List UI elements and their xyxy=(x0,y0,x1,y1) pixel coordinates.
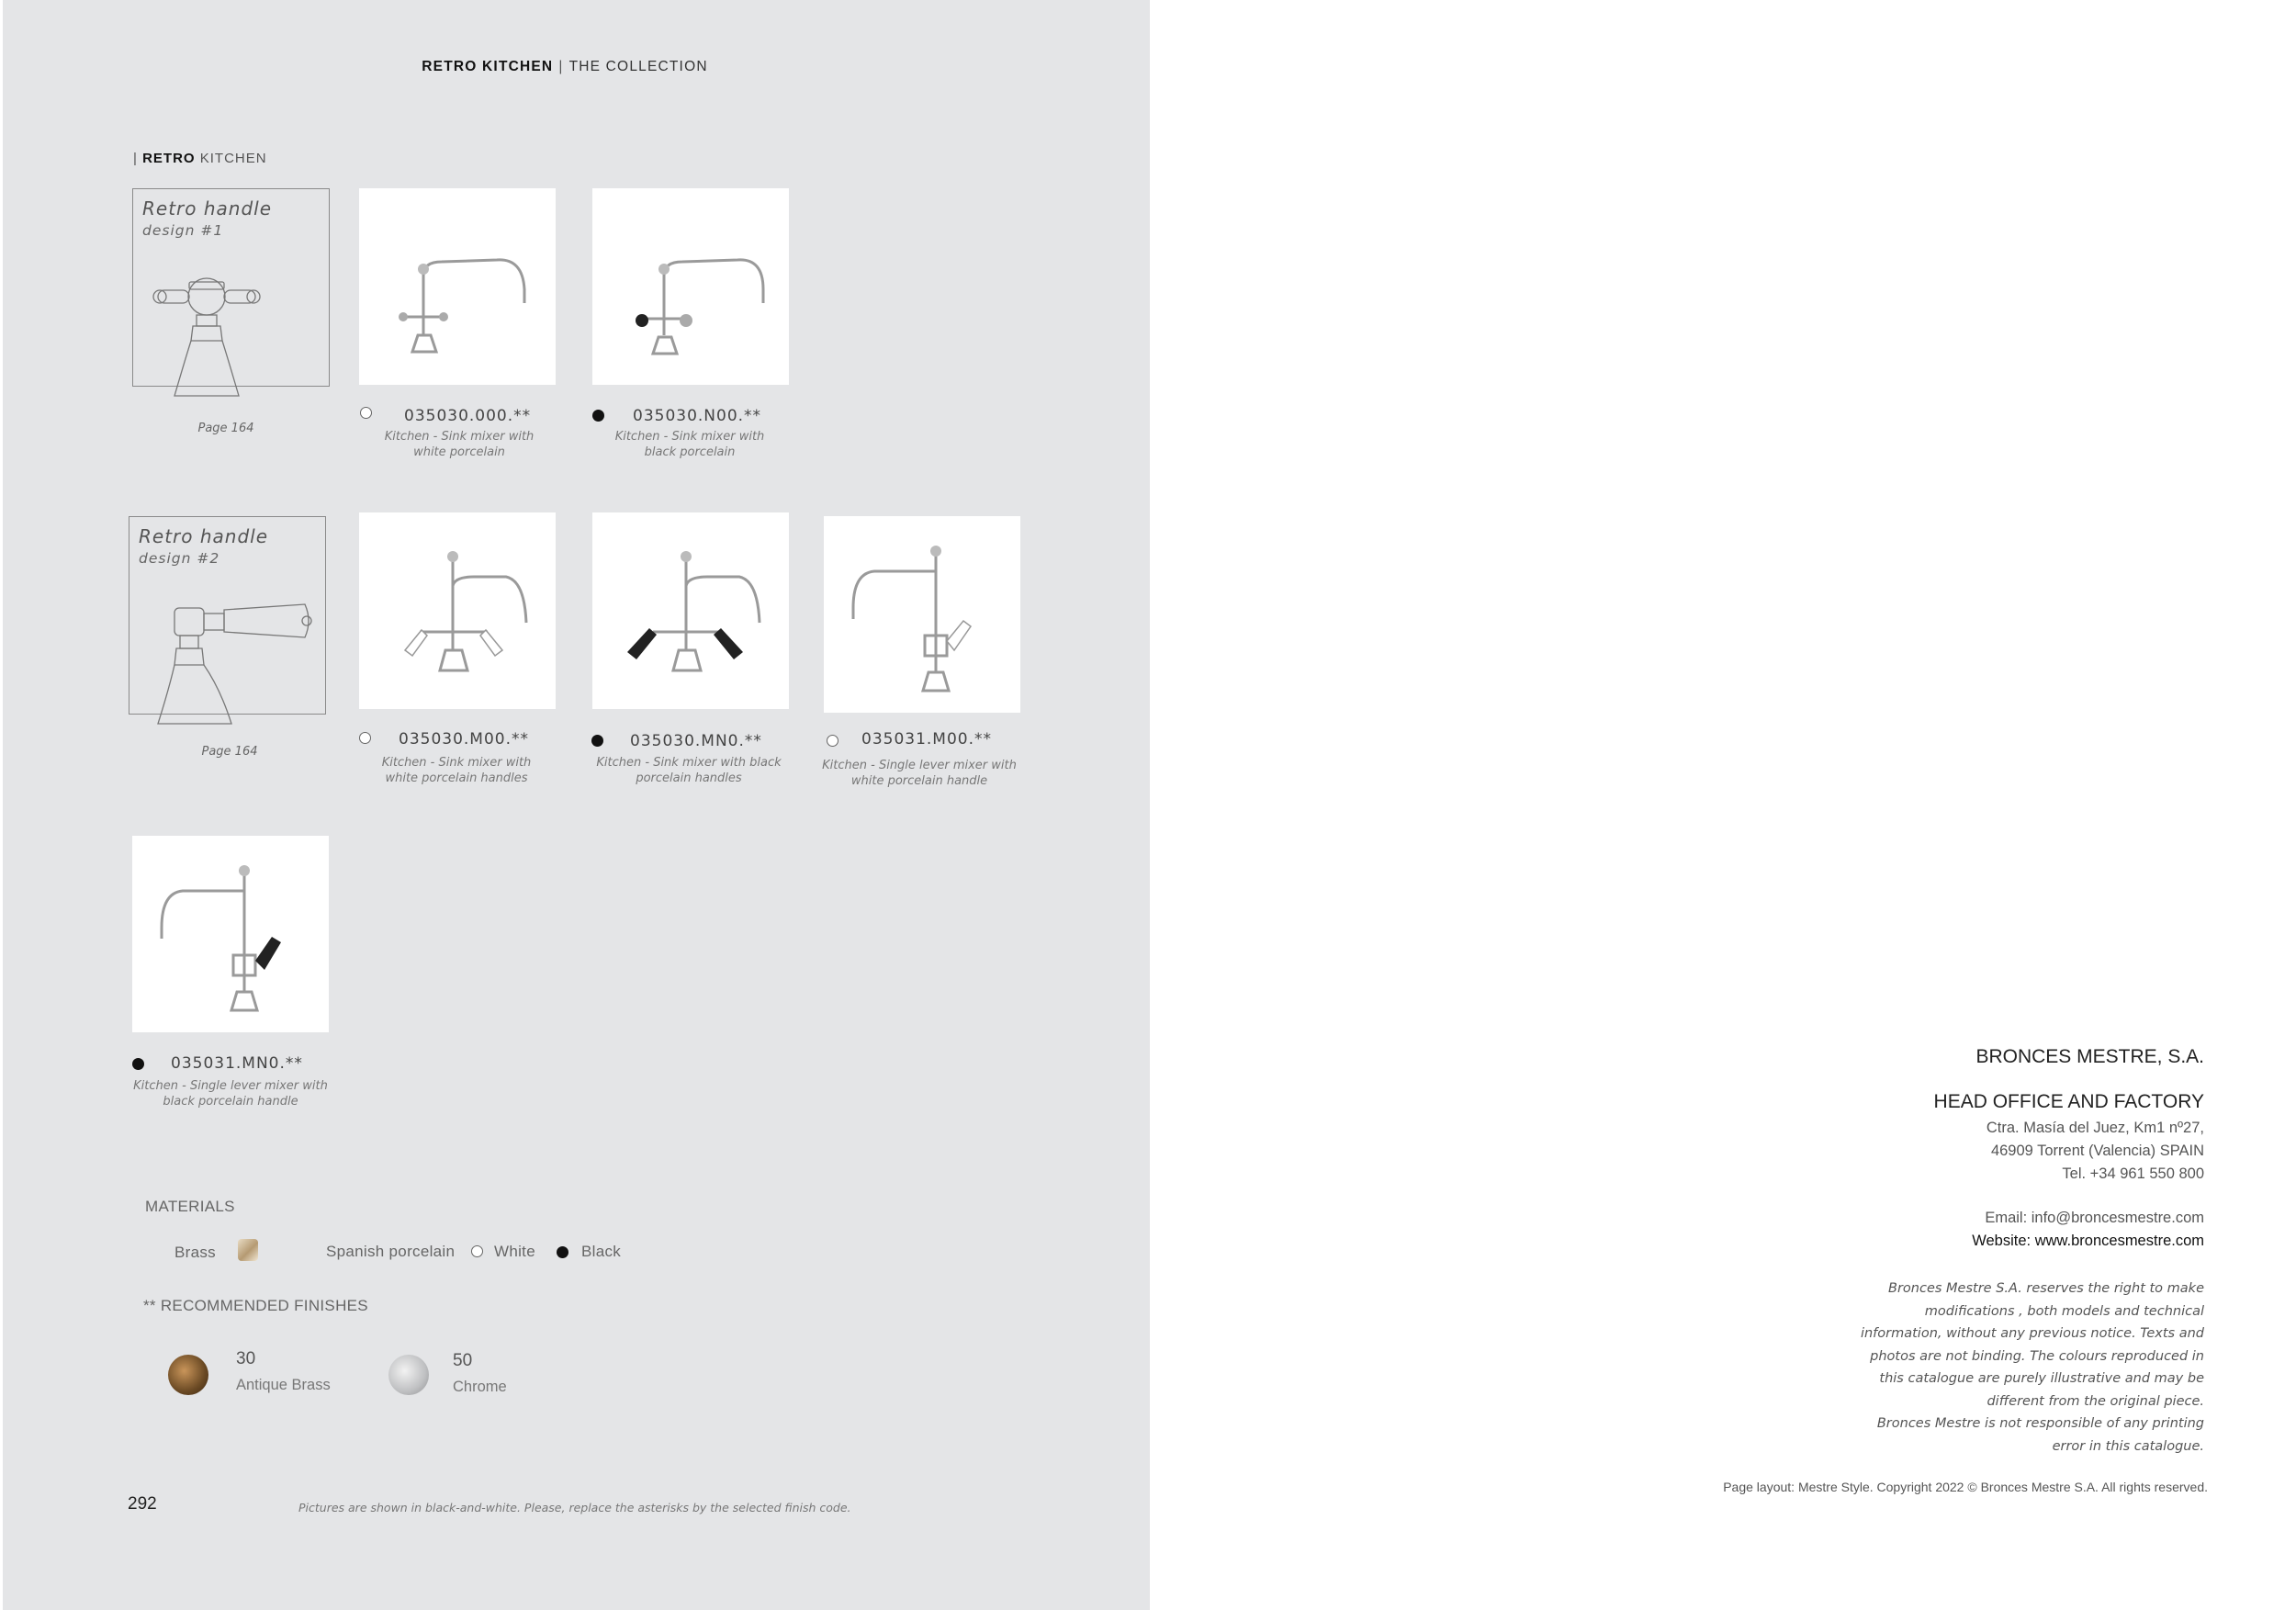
disclaimer-line: Bronces Mestre S.A. reserves the right to make xyxy=(1888,1281,2204,1296)
lever-handle-drawing xyxy=(147,597,321,726)
chrome-swatch-icon xyxy=(388,1355,429,1395)
company-name: BRONCES MESTRE, S.A. xyxy=(1975,1046,2204,1067)
brass-swatch-icon xyxy=(238,1239,258,1261)
finish-code: 50 xyxy=(453,1351,473,1370)
faucet-lever-black-icon xyxy=(592,512,789,709)
product-description-line1: Kitchen - Sink mixer with black xyxy=(596,756,782,770)
product-description-line1: Kitchen - Single lever mixer with xyxy=(133,1079,328,1093)
footnote: Pictures are shown in black-and-white. Please, replace the asterisks by the selected finish code. xyxy=(298,1501,851,1514)
disclaimer-line: modifications , both models and technical xyxy=(1924,1303,2204,1319)
faucet-cross-black-icon xyxy=(592,188,789,385)
single-lever-black-icon xyxy=(132,836,329,1032)
product-image-035030-000 xyxy=(359,188,556,385)
product-description xyxy=(583,755,794,786)
product-description xyxy=(351,755,562,786)
product-description-line2: white porcelain handle xyxy=(850,774,988,788)
website-link[interactable]: Website: www.broncesmestre.com xyxy=(1972,1233,2204,1249)
faucet-lever-white-icon xyxy=(359,512,556,709)
disclaimer-line: photos are not binding. The colours reproduced in xyxy=(1870,1348,2204,1364)
header-subtitle: THE COLLECTION xyxy=(568,59,708,74)
design-1-title: Retro handle xyxy=(142,197,273,220)
product-code: 035030.N00.** xyxy=(633,407,762,425)
disclaimer-line: error in this catalogue. xyxy=(2052,1438,2204,1454)
section-bold: RETRO xyxy=(142,151,196,166)
design-1-subtitle: design #1 xyxy=(142,222,224,239)
design-1-page-ref: Page 164 xyxy=(197,422,254,435)
product-description-line1: Kitchen - Sink mixer with xyxy=(381,756,532,770)
antique-brass-swatch-icon xyxy=(168,1355,208,1395)
design-2-subtitle: design #2 xyxy=(139,550,220,567)
page-header xyxy=(0,59,1130,75)
product-description xyxy=(584,429,795,460)
finish-name: Chrome xyxy=(453,1379,507,1395)
product-description xyxy=(814,758,1025,789)
copyright: Page layout: Mestre Style. Copyright 2022 © Bronces Mestre S.A. All rights reserved. xyxy=(1723,1480,2208,1494)
header-separator: | xyxy=(558,59,564,74)
finishes-heading: ** RECOMMENDED FINISHES xyxy=(143,1297,368,1314)
faucet-cross-icon xyxy=(359,188,556,385)
disclaimer xyxy=(1861,1278,2204,1458)
product-description-line1: Kitchen - Sink mixer with xyxy=(614,430,765,444)
email-line: Email: info@broncesmestre.com xyxy=(1985,1210,2204,1226)
product-description-line1: Kitchen - Sink mixer with xyxy=(384,430,535,444)
page-edge xyxy=(0,0,3,1610)
product-image-035031-m00 xyxy=(824,516,1020,713)
address-block xyxy=(1986,1117,2204,1186)
section-rest: KITCHEN xyxy=(199,151,267,166)
section-bar: | xyxy=(133,151,138,166)
product-description-line2: black porcelain handle xyxy=(163,1095,298,1109)
product-code: 035030.MN0.** xyxy=(630,732,762,750)
disclaimer-line: Bronces Mestre is not responsible of any printing xyxy=(1876,1416,2204,1431)
black-porcelain-dot xyxy=(591,735,603,747)
single-lever-white-icon xyxy=(824,516,1020,713)
product-image-035030-n00 xyxy=(592,188,789,385)
product-description-line2: black porcelain xyxy=(644,445,736,459)
product-code: 035030.000.** xyxy=(404,407,532,425)
section-title xyxy=(133,151,267,166)
telephone: Tel. +34 961 550 800 xyxy=(2062,1165,2204,1182)
black-dot-icon xyxy=(557,1246,568,1258)
product-code: 035031.M00.** xyxy=(861,730,993,749)
material-black-label: Black xyxy=(581,1243,622,1260)
materials-heading: MATERIALS xyxy=(145,1198,235,1215)
finish-name: Antique Brass xyxy=(236,1377,331,1393)
disclaimer-line: this catalogue are purely illustrative and may be xyxy=(1879,1371,2204,1386)
product-image-035031-mn0 xyxy=(132,836,329,1032)
disclaimer-line: information, without any previous notice. Texts and xyxy=(1860,1326,2204,1341)
material-porcelain-label: Spanish porcelain xyxy=(326,1243,456,1260)
design-2-page-ref: Page 164 xyxy=(201,745,258,759)
black-porcelain-dot xyxy=(132,1058,144,1070)
disclaimer-line: different from the original piece. xyxy=(1986,1393,2204,1409)
white-porcelain-dot xyxy=(827,735,838,747)
material-brass-label: Brass xyxy=(174,1244,216,1261)
product-code: 035030.M00.** xyxy=(399,730,530,749)
cross-handle-drawing xyxy=(147,262,266,400)
page-number: 292 xyxy=(128,1494,157,1514)
product-description-line2: porcelain handles xyxy=(636,771,742,785)
product-description-line2: white porcelain handles xyxy=(385,771,528,785)
product-description-line2: white porcelain xyxy=(413,445,505,459)
product-description xyxy=(125,1078,336,1109)
design-2-title: Retro handle xyxy=(139,525,269,547)
material-white-label: White xyxy=(494,1243,535,1260)
white-dot-icon xyxy=(471,1245,483,1257)
office-heading: HEAD OFFICE AND FACTORY xyxy=(1933,1091,2204,1112)
address-line2: 46909 Torrent (Valencia) SPAIN xyxy=(1990,1143,2204,1159)
product-description xyxy=(354,429,565,460)
black-porcelain-dot xyxy=(592,410,604,422)
product-description-line1: Kitchen - Single lever mixer with xyxy=(822,759,1017,772)
product-code: 035031.MN0.** xyxy=(171,1054,303,1073)
white-porcelain-dot xyxy=(359,732,371,744)
white-porcelain-dot xyxy=(360,407,372,419)
header-brand: RETRO KITCHEN xyxy=(422,59,554,74)
finish-code: 30 xyxy=(236,1349,256,1368)
address-line1: Ctra. Masía del Juez, Km1 nº27, xyxy=(1986,1120,2204,1136)
product-image-035030-m00 xyxy=(359,512,556,709)
product-image-035030-mn0 xyxy=(592,512,789,709)
